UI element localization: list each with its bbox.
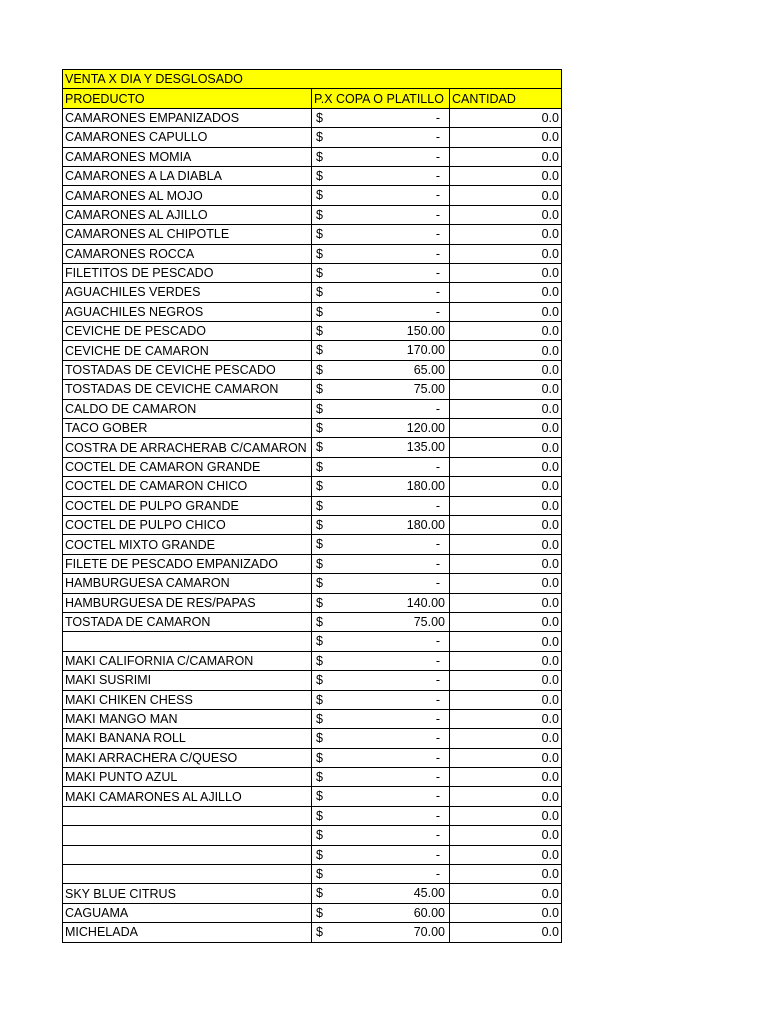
table-row xyxy=(63,166,562,185)
quantity-cell[interactable]: 0.0 xyxy=(450,147,562,166)
price-cell[interactable] xyxy=(312,923,450,942)
product-cell[interactable]: TOSTADAS DE CEVICHE PESCADO xyxy=(63,360,312,379)
quantity-cell[interactable]: 0.0 xyxy=(450,322,562,341)
currency-symbol: $ xyxy=(316,731,323,746)
quantity-cell[interactable]: 0.0 xyxy=(450,360,562,379)
product-cell[interactable]: SKY BLUE CITRUS xyxy=(63,884,312,903)
price-value: - xyxy=(435,498,440,513)
currency-symbol: $ xyxy=(316,246,323,261)
product-cell[interactable] xyxy=(63,865,312,884)
price-value: 180.00 xyxy=(406,517,445,532)
product-cell[interactable]: MICHELADA xyxy=(63,923,312,942)
price-value: - xyxy=(435,653,440,668)
table-row xyxy=(63,826,562,845)
quantity-cell[interactable]: 0.0 xyxy=(450,205,562,224)
product-cell[interactable]: TOSTADAS DE CEVICHE CAMARON xyxy=(63,380,312,399)
currency-symbol: $ xyxy=(316,498,323,513)
price-cell[interactable] xyxy=(312,438,450,457)
product-cell[interactable]: MAKI ARRACHERA C/QUESO xyxy=(63,748,312,767)
price-value: - xyxy=(435,770,440,785)
quantity-cell[interactable]: 0.0 xyxy=(450,380,562,399)
table-row xyxy=(63,225,562,244)
product-cell[interactable]: MAKI CAMARONES AL AJILLO xyxy=(63,787,312,806)
product-cell[interactable]: COCTEL DE PULPO CHICO xyxy=(63,515,312,534)
product-cell[interactable]: MAKI MANGO MAN xyxy=(63,709,312,728)
price-value: - xyxy=(435,227,440,242)
quantity-cell[interactable]: 0.0 xyxy=(450,826,562,845)
table-row xyxy=(63,923,562,942)
price-cell[interactable] xyxy=(312,632,450,651)
quantity-cell[interactable]: 0.0 xyxy=(450,845,562,864)
product-cell[interactable]: CALDO DE CAMARON xyxy=(63,399,312,418)
quantity-cell[interactable]: 0.0 xyxy=(450,341,562,360)
product-cell[interactable]: CAMARONES CAPULLO xyxy=(63,128,312,147)
price-value: - xyxy=(435,808,440,823)
price-value: - xyxy=(435,168,440,183)
table-row xyxy=(63,128,562,147)
sales-table xyxy=(62,69,562,943)
product-cell[interactable]: COCTEL DE PULPO GRANDE xyxy=(63,496,312,515)
table-row xyxy=(63,709,562,728)
price-cell[interactable] xyxy=(312,729,450,748)
table-row xyxy=(63,438,562,457)
price-cell[interactable] xyxy=(312,128,450,147)
price-value: - xyxy=(435,401,440,416)
price-value: - xyxy=(435,304,440,319)
currency-symbol: $ xyxy=(316,459,323,474)
currency-symbol: $ xyxy=(316,382,323,397)
table-row xyxy=(63,341,562,360)
price-cell[interactable] xyxy=(312,341,450,360)
price-cell[interactable] xyxy=(312,283,450,302)
product-cell[interactable]: MAKI SUSRIMI xyxy=(63,671,312,690)
price-value: 150.00 xyxy=(406,324,445,339)
price-cell[interactable] xyxy=(312,748,450,767)
quantity-cell[interactable]: 0.0 xyxy=(450,263,562,282)
quantity-cell[interactable]: 0.0 xyxy=(450,302,562,321)
table-row xyxy=(63,748,562,767)
currency-symbol: $ xyxy=(316,343,323,358)
table-row xyxy=(63,806,562,825)
quantity-cell[interactable]: 0.0 xyxy=(450,457,562,476)
quantity-cell[interactable]: 0.0 xyxy=(450,477,562,496)
product-cell[interactable]: HAMBURGUESA DE RES/PAPAS xyxy=(63,593,312,612)
quantity-cell[interactable]: 0.0 xyxy=(450,903,562,922)
table-row xyxy=(63,283,562,302)
price-value: - xyxy=(435,556,440,571)
product-cell[interactable] xyxy=(63,826,312,845)
currency-symbol: $ xyxy=(316,324,323,339)
table-row xyxy=(63,244,562,263)
header-qty: CANTIDAD xyxy=(450,89,562,108)
price-cell[interactable] xyxy=(312,419,450,438)
currency-symbol: $ xyxy=(316,576,323,591)
currency-symbol: $ xyxy=(316,750,323,765)
price-value: - xyxy=(435,188,440,203)
currency-symbol: $ xyxy=(316,110,323,125)
quantity-cell[interactable]: 0.0 xyxy=(450,593,562,612)
currency-symbol: $ xyxy=(316,789,323,804)
quantity-cell[interactable]: 0.0 xyxy=(450,283,562,302)
quantity-cell[interactable]: 0.0 xyxy=(450,438,562,457)
currency-symbol: $ xyxy=(316,905,323,920)
price-value: 140.00 xyxy=(406,595,445,610)
price-value: - xyxy=(435,459,440,474)
currency-symbol: $ xyxy=(316,770,323,785)
currency-symbol: $ xyxy=(316,692,323,707)
price-cell[interactable] xyxy=(312,302,450,321)
price-value: - xyxy=(435,110,440,125)
price-value: - xyxy=(435,789,440,804)
price-value: - xyxy=(435,634,440,649)
quantity-cell[interactable]: 0.0 xyxy=(450,671,562,690)
price-cell[interactable] xyxy=(312,399,450,418)
currency-symbol: $ xyxy=(316,653,323,668)
price-value: 120.00 xyxy=(406,421,445,436)
price-value: - xyxy=(435,867,440,882)
quantity-cell[interactable]: 0.0 xyxy=(450,535,562,554)
price-cell[interactable] xyxy=(312,768,450,787)
quantity-cell[interactable]: 0.0 xyxy=(450,632,562,651)
currency-symbol: $ xyxy=(316,808,323,823)
product-cell[interactable]: CAMARONES A LA DIABLA xyxy=(63,166,312,185)
price-value: - xyxy=(435,537,440,552)
price-value: 180.00 xyxy=(406,479,445,494)
currency-symbol: $ xyxy=(316,227,323,242)
quantity-cell[interactable]: 0.0 xyxy=(450,515,562,534)
product-cell[interactable]: MAKI PUNTO AZUL xyxy=(63,768,312,787)
currency-symbol: $ xyxy=(316,265,323,280)
table-row xyxy=(63,457,562,476)
table-row xyxy=(63,302,562,321)
product-cell[interactable]: CEVICHE DE PESCADO xyxy=(63,322,312,341)
price-cell[interactable] xyxy=(312,457,450,476)
table-row xyxy=(63,108,562,127)
price-cell[interactable] xyxy=(312,263,450,282)
currency-symbol: $ xyxy=(316,614,323,629)
table-row xyxy=(63,865,562,884)
product-cell[interactable]: COCTEL DE CAMARON CHICO xyxy=(63,477,312,496)
table-row xyxy=(63,768,562,787)
currency-symbol: $ xyxy=(316,556,323,571)
product-cell[interactable]: CEVICHE DE CAMARON xyxy=(63,341,312,360)
product-cell[interactable]: AGUACHILES VERDES xyxy=(63,283,312,302)
price-cell[interactable] xyxy=(312,322,450,341)
table-row xyxy=(63,651,562,670)
price-cell[interactable] xyxy=(312,787,450,806)
table-row xyxy=(63,729,562,748)
currency-symbol: $ xyxy=(316,517,323,532)
quantity-cell[interactable]: 0.0 xyxy=(450,884,562,903)
price-cell[interactable] xyxy=(312,845,450,864)
price-value: 45.00 xyxy=(413,886,445,901)
currency-symbol: $ xyxy=(316,886,323,901)
currency-symbol: $ xyxy=(316,595,323,610)
product-cell[interactable]: CAMARONES AL MOJO xyxy=(63,186,312,205)
table-row xyxy=(63,322,562,341)
quantity-cell[interactable]: 0.0 xyxy=(450,399,562,418)
table-row xyxy=(63,380,562,399)
price-value: - xyxy=(435,828,440,843)
quantity-cell[interactable]: 0.0 xyxy=(450,419,562,438)
product-cell[interactable]: TACO GOBER xyxy=(63,419,312,438)
currency-symbol: $ xyxy=(316,440,323,455)
price-value: - xyxy=(435,130,440,145)
price-value: 65.00 xyxy=(413,362,445,377)
currency-symbol: $ xyxy=(316,130,323,145)
price-cell[interactable] xyxy=(312,496,450,515)
table-row xyxy=(63,671,562,690)
price-cell[interactable] xyxy=(312,515,450,534)
price-cell[interactable] xyxy=(312,574,450,593)
currency-symbol: $ xyxy=(316,867,323,882)
table-row xyxy=(63,399,562,418)
currency-symbol: $ xyxy=(316,479,323,494)
table-row xyxy=(63,787,562,806)
quantity-cell[interactable]: 0.0 xyxy=(450,729,562,748)
product-cell[interactable]: MAKI CALIFORNIA C/CAMARON xyxy=(63,651,312,670)
price-cell[interactable] xyxy=(312,380,450,399)
currency-symbol: $ xyxy=(316,304,323,319)
price-cell[interactable] xyxy=(312,651,450,670)
product-cell[interactable]: COCTEL DE CAMARON GRANDE xyxy=(63,457,312,476)
product-cell[interactable]: FILETITOS DE PESCADO xyxy=(63,263,312,282)
quantity-cell[interactable]: 0.0 xyxy=(450,225,562,244)
sheet-title: VENTA X DIA Y DESGLOSADO xyxy=(63,70,562,89)
table-row xyxy=(63,360,562,379)
price-value: 75.00 xyxy=(413,614,445,629)
product-cell[interactable]: COCTEL MIXTO GRANDE xyxy=(63,535,312,554)
price-cell[interactable] xyxy=(312,806,450,825)
header-price: P.X COPA O PLATILLO xyxy=(312,89,450,108)
price-value: - xyxy=(435,246,440,261)
price-cell[interactable] xyxy=(312,903,450,922)
price-cell[interactable] xyxy=(312,360,450,379)
header-row xyxy=(63,89,562,108)
currency-symbol: $ xyxy=(316,673,323,688)
table-row xyxy=(63,593,562,612)
table-row xyxy=(63,554,562,573)
table-row xyxy=(63,884,562,903)
quantity-cell[interactable]: 0.0 xyxy=(450,651,562,670)
quantity-cell[interactable]: 0.0 xyxy=(450,787,562,806)
quantity-cell[interactable]: 0.0 xyxy=(450,709,562,728)
price-cell[interactable] xyxy=(312,244,450,263)
quantity-cell[interactable]: 0.0 xyxy=(450,496,562,515)
currency-symbol: $ xyxy=(316,362,323,377)
currency-symbol: $ xyxy=(316,537,323,552)
price-value: - xyxy=(435,692,440,707)
product-cell[interactable]: TOSTADA DE CAMARON xyxy=(63,612,312,631)
quantity-cell[interactable]: 0.0 xyxy=(450,108,562,127)
price-cell[interactable] xyxy=(312,709,450,728)
currency-symbol: $ xyxy=(316,925,323,940)
price-value: 170.00 xyxy=(406,343,445,358)
price-value: 70.00 xyxy=(413,925,445,940)
quantity-cell[interactable]: 0.0 xyxy=(450,806,562,825)
product-cell[interactable]: CAMARONES EMPANIZADOS xyxy=(63,108,312,127)
quantity-cell[interactable]: 0.0 xyxy=(450,244,562,263)
price-value: - xyxy=(435,285,440,300)
table-row xyxy=(63,515,562,534)
price-cell[interactable] xyxy=(312,865,450,884)
quantity-cell[interactable]: 0.0 xyxy=(450,166,562,185)
price-value: 75.00 xyxy=(413,382,445,397)
title-row xyxy=(63,70,562,89)
sales-table-body xyxy=(63,70,562,943)
product-cell[interactable]: CAMARONES ROCCA xyxy=(63,244,312,263)
currency-symbol: $ xyxy=(316,421,323,436)
header-product: PROEDUCTO xyxy=(63,89,312,108)
currency-symbol: $ xyxy=(316,847,323,862)
currency-symbol: $ xyxy=(316,401,323,416)
price-cell[interactable] xyxy=(312,147,450,166)
product-cell[interactable] xyxy=(63,632,312,651)
quantity-cell[interactable]: 0.0 xyxy=(450,923,562,942)
currency-symbol: $ xyxy=(316,188,323,203)
currency-symbol: $ xyxy=(316,285,323,300)
price-cell[interactable] xyxy=(312,554,450,573)
price-cell[interactable] xyxy=(312,690,450,709)
price-cell[interactable] xyxy=(312,205,450,224)
price-value: - xyxy=(435,847,440,862)
table-row xyxy=(63,186,562,205)
quantity-cell[interactable]: 0.0 xyxy=(450,612,562,631)
currency-symbol: $ xyxy=(316,168,323,183)
table-row xyxy=(63,535,562,554)
quantity-cell[interactable]: 0.0 xyxy=(450,690,562,709)
product-cell[interactable]: CAMARONES AL CHIPOTLE xyxy=(63,225,312,244)
table-row xyxy=(63,574,562,593)
table-row xyxy=(63,496,562,515)
currency-symbol: $ xyxy=(316,149,323,164)
price-cell[interactable] xyxy=(312,477,450,496)
product-cell[interactable]: HAMBURGUESA CAMARON xyxy=(63,574,312,593)
product-cell[interactable]: AGUACHILES NEGROS xyxy=(63,302,312,321)
currency-symbol: $ xyxy=(316,634,323,649)
product-cell[interactable]: CAMARONES AL AJILLO xyxy=(63,205,312,224)
price-cell[interactable] xyxy=(312,535,450,554)
price-cell[interactable] xyxy=(312,826,450,845)
price-cell[interactable] xyxy=(312,166,450,185)
quantity-cell[interactable]: 0.0 xyxy=(450,574,562,593)
price-cell[interactable] xyxy=(312,225,450,244)
quantity-cell[interactable]: 0.0 xyxy=(450,865,562,884)
product-cell[interactable]: CAGUAMA xyxy=(63,903,312,922)
price-value: 135.00 xyxy=(406,440,445,455)
price-value: - xyxy=(435,149,440,164)
currency-symbol: $ xyxy=(316,207,323,222)
table-row xyxy=(63,903,562,922)
price-value: - xyxy=(435,265,440,280)
quantity-cell[interactable]: 0.0 xyxy=(450,554,562,573)
table-row xyxy=(63,477,562,496)
price-cell[interactable] xyxy=(312,186,450,205)
table-row xyxy=(63,419,562,438)
price-value: - xyxy=(435,673,440,688)
price-value: - xyxy=(435,576,440,591)
quantity-cell[interactable]: 0.0 xyxy=(450,128,562,147)
table-row xyxy=(63,263,562,282)
price-value: - xyxy=(435,711,440,726)
quantity-cell[interactable]: 0.0 xyxy=(450,768,562,787)
product-cell[interactable]: CAMARONES MOMIA xyxy=(63,147,312,166)
product-cell[interactable] xyxy=(63,845,312,864)
price-value: - xyxy=(435,731,440,746)
currency-symbol: $ xyxy=(316,828,323,843)
product-cell[interactable]: MAKI BANANA ROLL xyxy=(63,729,312,748)
table-row xyxy=(63,690,562,709)
price-value: - xyxy=(435,750,440,765)
quantity-cell[interactable]: 0.0 xyxy=(450,186,562,205)
price-cell[interactable] xyxy=(312,108,450,127)
price-cell[interactable] xyxy=(312,884,450,903)
price-cell[interactable] xyxy=(312,612,450,631)
table-row xyxy=(63,147,562,166)
quantity-cell[interactable]: 0.0 xyxy=(450,748,562,767)
table-row xyxy=(63,612,562,631)
product-cell[interactable]: FILETE DE PESCADO EMPANIZADO xyxy=(63,554,312,573)
product-cell[interactable] xyxy=(63,806,312,825)
price-cell[interactable] xyxy=(312,593,450,612)
price-value: - xyxy=(435,207,440,222)
table-row xyxy=(63,845,562,864)
product-cell[interactable]: COSTRA DE ARRACHERAB C/CAMARON xyxy=(63,438,312,457)
currency-symbol: $ xyxy=(316,711,323,726)
price-value: 60.00 xyxy=(413,905,445,920)
product-cell[interactable]: MAKI CHIKEN CHESS xyxy=(63,690,312,709)
table-row xyxy=(63,632,562,651)
price-cell[interactable] xyxy=(312,671,450,690)
table-row xyxy=(63,205,562,224)
